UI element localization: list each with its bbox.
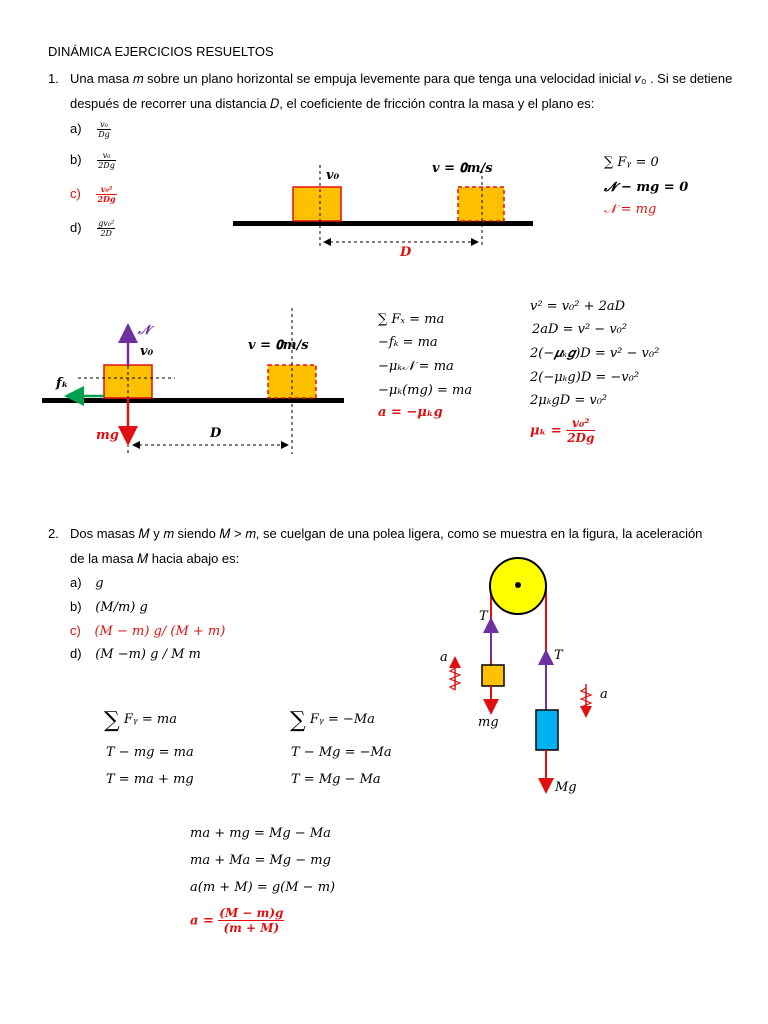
small-weight-label: 𝑚𝑔: [478, 715, 499, 730]
problem-2-line-2: de la masa 𝑀 hacia abajo es:: [70, 551, 240, 566]
block-start: [293, 187, 341, 221]
pulley-figure: [450, 558, 591, 786]
eq1-line-3: 𝒩 = 𝑚𝑔: [604, 202, 657, 217]
option-fraction: $\frac{\text{v₀}}{Dg}$: [98, 120, 110, 139]
option-fraction: $\frac{\text{v₀}}{2Dg}$: [98, 151, 115, 170]
problem-1-line-1: Una masa 𝑚 sobre un plano horizontal se empuja levemente para que tenga una velocidad inicial 𝑣₀ . Si se detiene: [70, 71, 733, 86]
option-label: a): [70, 120, 82, 136]
eq1-line-1: ∑ 𝐹ᵧ = 0: [604, 155, 659, 170]
eq3-line-1: 𝑣² = 𝑣₀² + 2𝑎𝐷: [530, 299, 626, 314]
fig2-vfinal-label: 𝒗 = 𝟎𝒎/𝒔: [248, 338, 309, 353]
tension-left-label: 𝑇: [479, 609, 488, 624]
accel-left-label: 𝑎: [440, 650, 448, 665]
sigma-symbol: ∑: [290, 708, 306, 733]
fig2-distance-label: D: [210, 426, 222, 441]
eq2-line-3: −𝜇ₖ𝒩 = 𝑚𝑎: [378, 359, 454, 374]
mu-result-fraction: $\frac{\text{v₀²}}{2Dg}$: [567, 416, 595, 445]
figure-1: [233, 165, 533, 248]
option-fraction: $\frac{\text{gv₀²}}{2D}$: [98, 219, 115, 238]
eq2-line-2: −𝑓ₖ = 𝑚𝑎: [378, 335, 438, 350]
problem-1-number: 1.: [48, 71, 59, 86]
left-eq-3: 𝑇 = 𝑚𝑎 + 𝑚𝑔: [106, 772, 194, 787]
small-mass-block: [482, 665, 504, 686]
left-eq-1: ∑ 𝐹ᵧ = 𝑚𝑎: [104, 708, 178, 733]
option-text: (𝑀 − 𝑚) 𝑔/ (𝑀 + 𝑚): [94, 624, 226, 639]
right-eq-2: 𝑇 − 𝑀𝑔 = −𝑀𝑎: [291, 745, 392, 760]
ground-line: [233, 221, 533, 226]
right-eq-3: 𝑇 = 𝑀𝑔 − 𝑀𝑎: [291, 772, 381, 787]
option-label: d): [70, 646, 82, 661]
big-weight-label: 𝑀𝑔: [555, 780, 577, 795]
block-start: [104, 365, 152, 398]
combo-eq-2: 𝑚𝑎 + 𝑀𝑎 = 𝑀𝑔 − 𝑚𝑔: [190, 853, 331, 868]
option-text: (𝑀 −𝑚) 𝑔 / 𝑀 𝑚: [95, 647, 201, 662]
eq3-line-4: 2(−𝜇ₖ𝑔)𝐷 = −𝑣₀²: [530, 370, 640, 385]
fig2-friction-label: fₖ: [56, 376, 69, 391]
sigma-symbol: ∑: [104, 708, 120, 733]
option-label: a): [70, 575, 82, 590]
option-label: c): [70, 185, 81, 201]
problem-2-number: 2.: [48, 526, 59, 541]
eq3-line-3: 2(−𝝁ₖ𝒈)𝐷 = 𝑣² − 𝑣₀²: [530, 346, 660, 361]
problem-1-line-2: después de recorrer una distancia 𝐷, el coeficiente de fricción contra la masa y el plano es:: [70, 96, 595, 111]
block-end: [458, 187, 504, 221]
combo-eq-3: 𝑎(𝑚 + 𝑀) = 𝑔(𝑀 − 𝑚): [190, 880, 336, 895]
accel-right-label: 𝑎: [600, 687, 608, 702]
problem-2-line-1: Dos masas 𝑀 y 𝑚 siendo 𝑀 > 𝑚, se cuelgan de una polea ligera, como se muestra en la figura, la aceleración: [70, 526, 703, 541]
option-fraction: $\frac{\text{v₀²}}{2Dg}$: [97, 184, 116, 204]
option-label: b): [70, 151, 82, 167]
option-text: 𝑔: [95, 576, 104, 591]
fig1-v0-label: 𝒗₀: [326, 168, 340, 183]
option-label: d): [70, 219, 82, 235]
eq1-line-2: 𝓝 − 𝒎𝒈 = 0: [604, 180, 689, 195]
eq2-line-5: 𝒂 = −𝝁ₖ𝒈: [378, 405, 443, 420]
combo-eq-1: 𝑚𝑎 + 𝑚𝑔 = 𝑀𝑔 − 𝑀𝑎: [190, 826, 331, 841]
acceleration-result-lhs: 𝒂 =: [190, 913, 214, 929]
eq2-line-4: −𝜇ₖ(𝑚𝑔) = 𝑚𝑎: [378, 383, 473, 398]
acceleration-result-fraction: $\frac{\text{(𝑴 − 𝒎)𝒈}}{\text{(𝒎 + 𝑴)}}$: [219, 906, 284, 935]
option-label: c): [70, 623, 81, 638]
pulley-axle: [515, 582, 521, 588]
option-text: (𝑀/𝑚) 𝑔: [95, 600, 148, 615]
mu-result-lhs: 𝝁ₖ =: [530, 423, 562, 439]
fig1-vfinal-label: 𝒗 = 𝟎𝒎/𝒔: [432, 161, 493, 176]
page-title: DINÁMICA EJERCICIOS RESUELTOS: [48, 44, 274, 59]
fig2-weight-label: mg: [96, 428, 119, 443]
fig2-v0-label: 𝒗₀: [140, 344, 154, 359]
fig1-distance-label: D: [400, 245, 412, 260]
big-mass-block: [536, 710, 558, 750]
left-eq-2: 𝑇 − 𝑚𝑔 = 𝑚𝑎: [106, 745, 194, 760]
tension-right-label: 𝑇: [554, 648, 563, 663]
eq3-line-2: 2𝑎𝐷 = 𝑣² − 𝑣₀²: [532, 322, 628, 337]
eq3-line-5: 2𝜇ₖ𝑔𝐷 = 𝑣₀²: [530, 393, 608, 408]
figure-2: [42, 308, 344, 454]
fig2-normal-label: 𝒩: [138, 323, 151, 338]
eq2-line-1: ∑ 𝐹ₓ = 𝑚𝑎: [378, 312, 445, 327]
option-label: b): [70, 599, 82, 614]
right-eq-1: ∑ 𝐹ᵧ = −𝑀𝑎: [290, 708, 375, 733]
